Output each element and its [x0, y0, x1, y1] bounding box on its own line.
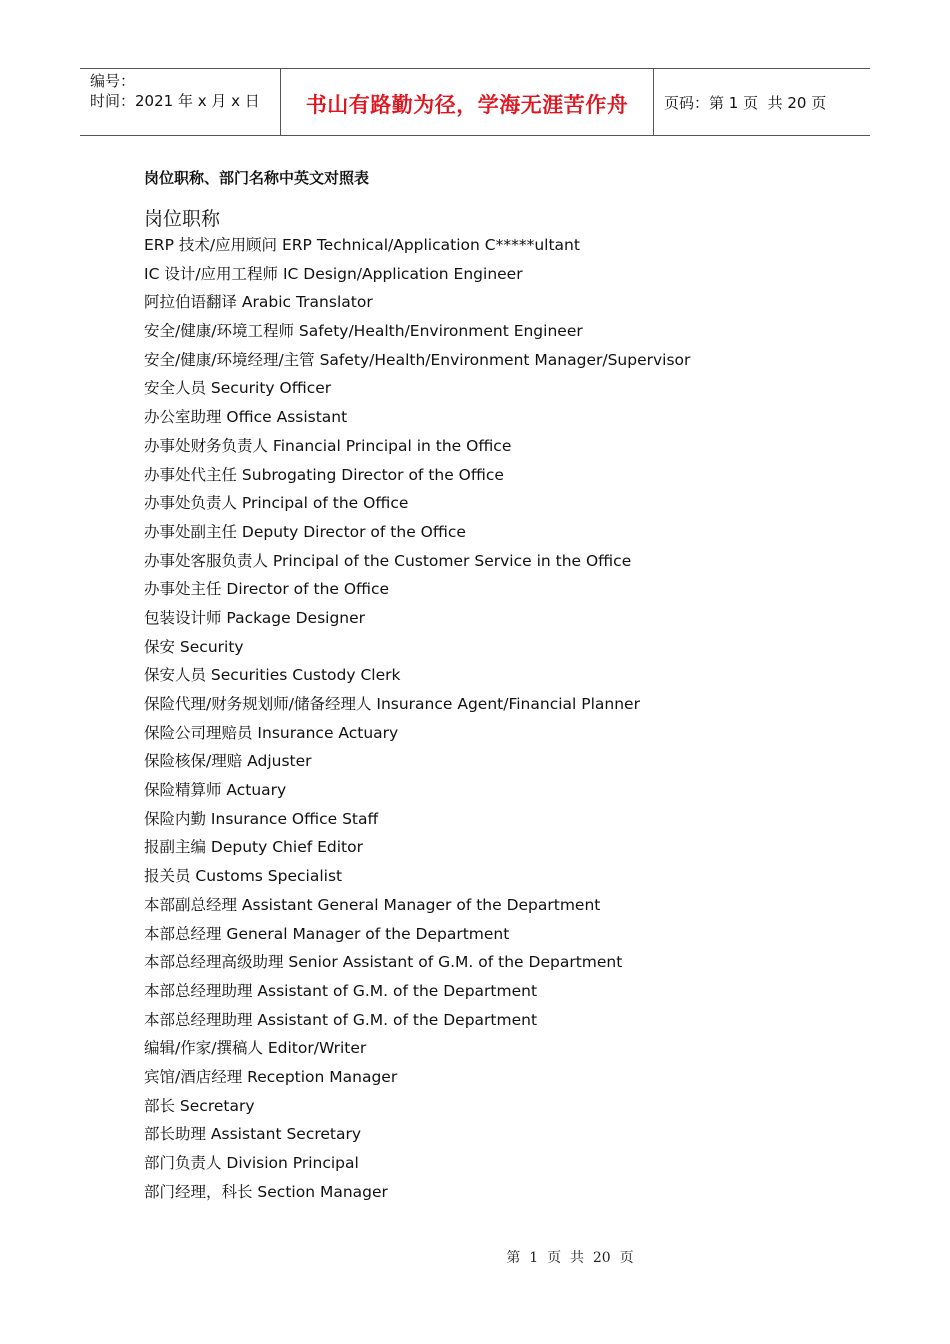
list-item: 报关员 Customs Specialist: [144, 867, 343, 886]
list-item: 宾馆/酒店经理 Reception Manager: [144, 1067, 398, 1086]
list-item: 报副主编 Deputy Chief Editor: [144, 838, 363, 857]
list-item: 安全/健康/环境经理/主管 Safety/Health/Environment Manager/Supervisor: [144, 350, 691, 369]
list-item: 办公室助理 Office Assistant: [144, 408, 348, 427]
list-item: 部长 Secretary: [144, 1096, 255, 1115]
list-item: 保险公司理赔员 Insurance Actuary: [144, 723, 399, 742]
job-title-list: [144, 235, 690, 1210]
list-item: 安全人员 Security Officer: [144, 379, 332, 398]
list-item: 包装设计师 Package Designer: [144, 608, 366, 627]
list-item: 本部总经理助理 Assistant of G.M. of the Department: [144, 1010, 538, 1029]
list-item: 办事处代主任 Subrogating Director of the Office: [144, 465, 504, 484]
document-title: 岗位职称、部门名称中英文对照表: [144, 169, 370, 187]
header-motto-cell: [281, 69, 654, 135]
header-page-cell: [654, 69, 870, 135]
document-date-label: 时间：2021 年 x 月 x 日: [90, 92, 260, 110]
list-item: 阿拉伯语翻译 Arabic Translator: [144, 293, 373, 312]
header-motto: 书山有路勤为径，学海无涯苦作舟: [305, 92, 629, 117]
list-item: 部门负责人 Division Principal: [144, 1154, 359, 1172]
list-item: 本部副总经理 Assistant General Manager of the Department: [144, 895, 601, 914]
list-item: 办事处负责人 Principal of the Office: [144, 494, 409, 513]
list-item: 保安人员 Securities Custody Clerk: [144, 666, 401, 685]
footer-page-number: 第 1 页 共 20 页: [506, 1250, 634, 1266]
list-item: 保安 Security: [144, 637, 244, 656]
list-item: 部门经理，科长 Section Manager: [144, 1182, 388, 1201]
header-page-info: 页码：第 1 页 共 20 页: [664, 93, 827, 112]
list-item: 办事处主任 Director of the Office: [144, 580, 390, 599]
list-item: 编辑/作家/撰稿人 Editor/Writer: [144, 1039, 367, 1058]
list-item: IC 设计/应用工程师 IC Design/Application Engineer: [144, 264, 523, 283]
list-item: 办事处财务负责人 Financial Principal in the Office: [144, 436, 512, 455]
list-item: 本部总经理 General Manager of the Department: [144, 924, 510, 943]
header-meta-cell: [80, 69, 281, 135]
section-heading: 岗位职称: [144, 208, 221, 230]
list-item: 部长助理 Assistant Secretary: [144, 1125, 362, 1144]
list-item: 保险代理/财务规划师/储备经理人 Insurance Agent/Financial Planner: [144, 695, 640, 713]
page-footer: [0, 1247, 950, 1267]
list-item: ERP 技术/应用顾问 ERP Technical/Application C*****ultant: [144, 236, 580, 254]
list-item: 办事处副主任 Deputy Director of the Office: [144, 522, 466, 541]
page-header: [80, 68, 870, 136]
list-item: 办事处客服负责人 Principal of the Customer Service in the Office: [144, 551, 632, 570]
list-item: 本部总经理助理 Assistant of G.M. of the Department: [144, 981, 538, 1000]
list-item: 安全/健康/环境工程师 Safety/Health/Environment Engineer: [144, 322, 583, 341]
document-number-label: 编号：: [90, 72, 136, 90]
list-item: 保险内勤 Insurance Office Staff: [144, 809, 379, 828]
list-item: 保险精算师 Actuary: [144, 781, 287, 800]
list-item: 保险核保/理赔 Adjuster: [144, 752, 312, 771]
list-item: 本部总经理高级助理 Senior Assistant of G.M. of the Department: [144, 953, 623, 972]
